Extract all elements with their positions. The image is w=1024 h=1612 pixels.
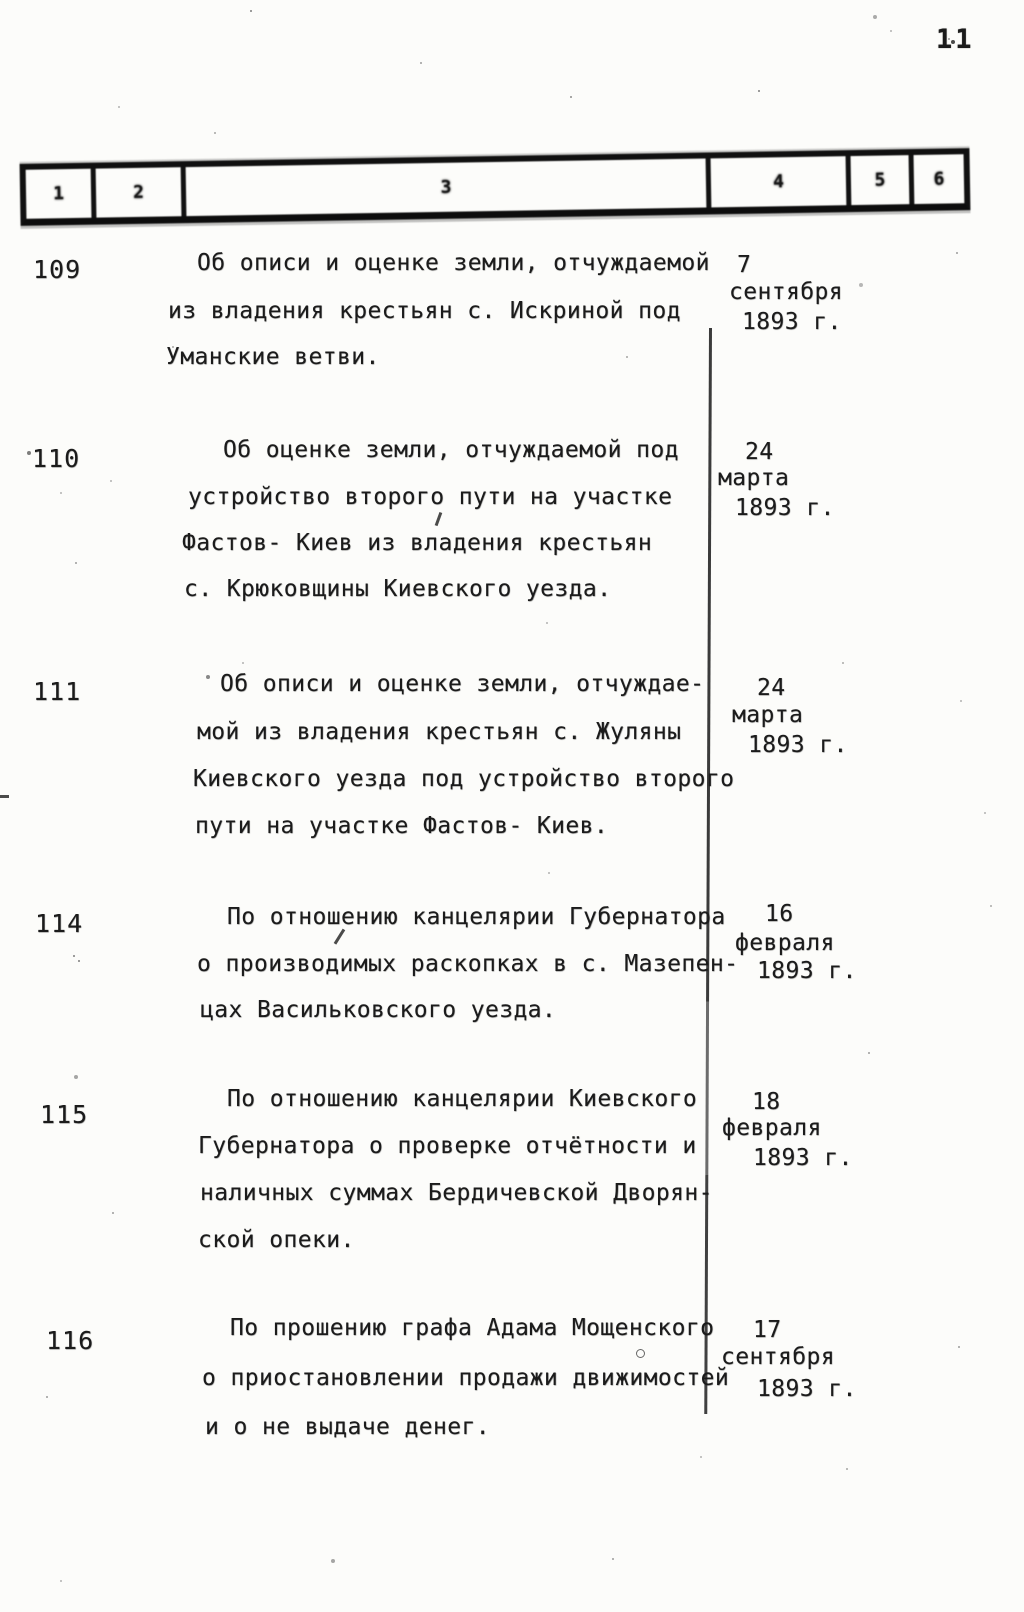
- scan-ring-mark: [636, 1349, 645, 1358]
- page-number: 11: [936, 24, 975, 55]
- case-number: 115: [40, 1100, 89, 1129]
- case-date-year: 1893 г.: [735, 495, 835, 521]
- case-date-day: 24: [757, 675, 786, 701]
- case-number: 111: [33, 677, 82, 706]
- case-title-line: Фастов- Киев из владения крестьян: [182, 530, 653, 556]
- case-number: 116: [46, 1326, 95, 1355]
- case-title-line: пути на участке Фастов- Киев.: [195, 813, 609, 839]
- case-number: 114: [35, 909, 84, 938]
- case-date-day: 18: [752, 1089, 781, 1115]
- case-title-line: ской опеки.: [198, 1227, 355, 1253]
- case-title-line: Об описи и оценке земли, отчуждаемой: [197, 250, 710, 276]
- case-title-line: Об оценке земли, отчуждаемой под: [223, 437, 679, 463]
- case-number: 109: [33, 255, 82, 284]
- case-date-day: 24: [745, 439, 774, 465]
- column-divider-line: [704, 328, 711, 1414]
- case-number: 110: [32, 444, 81, 473]
- case-date-year: 1893 г.: [742, 309, 842, 335]
- case-date-month: февраля: [735, 930, 835, 956]
- case-title-line: наличных суммах Бердичевской Дворян-: [200, 1180, 713, 1206]
- header-col-1: 1: [26, 169, 97, 219]
- margin-dash-mark: [0, 795, 9, 798]
- stray-pen-mark: [435, 512, 442, 526]
- case-date-day: 7: [737, 252, 752, 278]
- case-title-line: и о не выдаче денег.: [205, 1414, 490, 1440]
- case-title-line: из владения крестьян с. Искриной под: [168, 298, 681, 324]
- case-title-line: цах Васильковского уезда.: [200, 997, 557, 1023]
- case-date-day: 16: [765, 901, 794, 927]
- scan-speckles: [0, 0, 2, 2]
- case-title-line: о производимых раскопках в с. Мазепен-: [197, 951, 739, 977]
- case-date-month: марта: [732, 702, 804, 728]
- case-date-year: 1893 г.: [757, 1376, 857, 1402]
- case-title-line: Киевского уезда под устройство второго: [193, 766, 735, 792]
- case-title-line: Уманские ветви.: [166, 344, 380, 370]
- table-header-band: [20, 148, 971, 226]
- case-title-line: с. Крюковщины Киевского уезда.: [184, 576, 612, 602]
- case-title-line: Губернатора о проверке отчётности и: [198, 1133, 697, 1159]
- case-date-year: 1893 г.: [753, 1145, 853, 1171]
- case-title-line: По отношению канцелярии Киевского: [227, 1086, 698, 1112]
- header-col-3: 3: [186, 158, 712, 216]
- case-date-month: сентября: [721, 1344, 835, 1370]
- header-col-4: 4: [711, 156, 852, 207]
- case-date-month: марта: [718, 465, 790, 491]
- case-title-line: устройство второго пути на участке: [188, 484, 673, 510]
- header-col-5: 5: [851, 155, 915, 205]
- case-title-line: мой из владения крестьян с. Жуляны: [197, 719, 682, 745]
- case-date-month: сентября: [729, 279, 843, 305]
- case-date-year: 1893 г.: [748, 732, 848, 758]
- stray-pen-mark: [334, 929, 345, 945]
- case-date-day: 17: [753, 1317, 782, 1343]
- case-title-line: По прошению графа Адама Мощенского: [230, 1315, 715, 1341]
- case-title-line: По отношению канцелярии Губернатора: [227, 904, 726, 930]
- case-date-month: февраля: [722, 1115, 822, 1141]
- header-col-6: 6: [933, 168, 945, 190]
- case-title-line: Об описи и оценке земли, отчуждае-: [220, 671, 705, 697]
- header-col-2: 2: [96, 167, 187, 217]
- case-date-year: 1893 г.: [757, 958, 857, 984]
- case-title-line: о приостановлении продажи движимостей: [202, 1365, 730, 1391]
